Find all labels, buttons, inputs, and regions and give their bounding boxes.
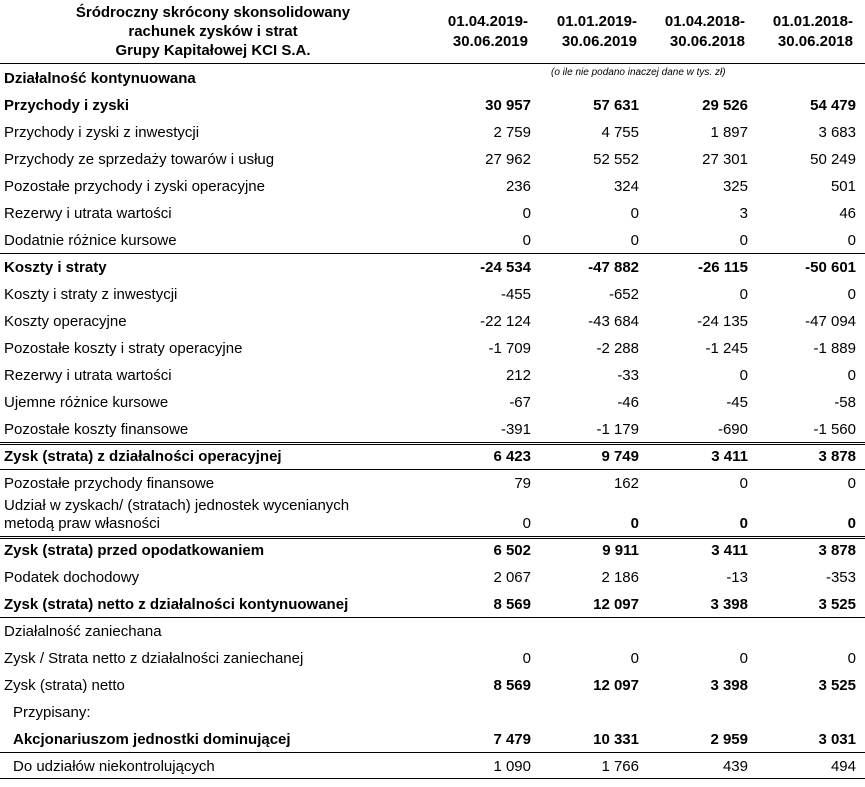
row-value-h1-2018: 0 [847,475,856,492]
double-divider [0,442,865,445]
row-value-q2-2018: 3 398 [710,677,748,694]
row-value-q2-2018: 0 [739,232,748,249]
row-label: Pozostałe przychody i zyski operacyjne [4,178,265,195]
row-label: Do udziałów niekontrolujących [13,758,215,775]
row-value-h1-2018: 0 [847,286,856,303]
row-costs-and-losses [0,253,865,280]
row-value-h1-2018: 494 [830,758,856,775]
title-line-1: Śródroczny skrócony skonsolidowany [75,4,351,21]
row-value-h1-2019: -47 882 [588,259,639,276]
row-value-h1-2018: -1 560 [813,421,856,438]
row-label: Zysk (strata) netto z działalności kontynuowanej [4,596,349,613]
row-investment-income [0,118,865,145]
row-value-q2-2019: 0 [522,205,531,222]
statement-header [0,0,865,64]
row-parent-shareholders [0,725,865,752]
row-value-q2-2019: -1 709 [488,340,531,357]
row-value-h1-2018: -47 094 [805,313,856,330]
row-income-tax [0,563,865,590]
row-label-line-2: metodą praw własności [4,515,160,532]
row-value-q2-2019: -67 [509,394,531,411]
row-non-controlling-interests [0,752,865,779]
row-label: Rezerwy i utrata wartości [4,205,172,222]
row-discontinued-operations [0,617,865,644]
row-value-q2-2019: 212 [505,367,531,384]
row-value-q2-2019: 1 090 [493,758,531,775]
row-value-h1-2018: 0 [847,515,856,532]
divider [0,469,865,470]
divider [0,617,865,618]
row-value-h1-2019: 52 552 [593,151,639,168]
row-value-h1-2018: 0 [847,232,856,249]
row-label: Działalność zaniechana [4,623,162,640]
row-provisions-costs [0,361,865,388]
row-value-h1-2018: 3 878 [818,542,856,559]
row-value-h1-2019: -46 [617,394,639,411]
row-value-q2-2018: 3 411 [711,448,748,465]
row-provisions-income [0,199,865,226]
row-other-financial-income [0,469,865,496]
column-header-q2-2019: 01.04.2019- 30.06.2019 [447,13,528,50]
row-value-h1-2018: 3 878 [818,448,856,465]
row-label: Rezerwy i utrata wartości [4,367,172,384]
title-line-2: rachunek zysków i strat [128,23,298,40]
row-value-h1-2018: 0 [847,367,856,384]
row-net-profit [0,671,865,698]
row-value-q2-2018: 2 959 [710,731,748,748]
row-value-q2-2018: 439 [722,758,748,775]
row-value-q2-2019: -22 124 [480,313,531,330]
row-value-q2-2019: 0 [522,650,531,667]
row-value-h1-2018: 54 479 [810,97,856,114]
row-equity-method-share [0,496,865,536]
column-header-h1-2019: 01.01.2019- 30.06.2019 [556,13,637,50]
row-investment-costs [0,280,865,307]
row-value-h1-2019: 12 097 [593,596,639,613]
row-value-q2-2018: 3 411 [711,542,748,559]
statement-title [0,3,426,60]
row-value-q2-2018: 3 [739,205,748,222]
row-value-q2-2018: -1 245 [705,340,748,357]
row-label: Akcjonariuszom jednostki dominującej [13,731,291,748]
row-value-q2-2019: 27 962 [485,151,531,168]
row-other-operating-costs [0,334,865,361]
row-value-q2-2019: 0 [522,515,531,532]
row-value-h1-2019: 0 [630,515,639,532]
row-value-q2-2018: 325 [722,178,748,195]
row-value-q2-2019: -24 534 [480,259,531,276]
row-value-q2-2019: 6 502 [493,542,531,559]
row-value-q2-2018: -24 135 [697,313,748,330]
row-value-q2-2019: 8 569 [493,677,531,694]
row-value-h1-2019: -2 288 [596,340,639,357]
row-value-q2-2019: 236 [505,178,531,195]
row-label: Ujemne różnice kursowe [4,394,169,411]
row-value-h1-2018: 3 031 [818,731,856,748]
row-value-h1-2019: 0 [630,232,639,249]
row-value-q2-2019: 7 479 [493,731,531,748]
row-value-h1-2019: 4 755 [601,124,639,141]
row-value-h1-2019: 324 [613,178,639,195]
row-revenue-and-gains [0,91,865,118]
row-label: Koszty i straty z inwestycji [4,286,178,303]
row-label: Działalność kontynuowana [4,70,196,87]
row-label: Koszty operacyjne [4,313,127,330]
row-value-q2-2019: 6 423 [493,448,531,465]
row-label: Przychody i zyski z inwestycji [4,124,200,141]
row-label: Zysk (strata) przed opodatkowaniem [4,542,265,559]
row-label: Zysk (strata) netto [4,677,125,694]
row-operating-costs [0,307,865,334]
row-value-q2-2018: 0 [739,650,748,667]
row-value-h1-2019: 0 [630,650,639,667]
row-label: Pozostałe przychody finansowe [4,475,215,492]
row-value-q2-2019: -391 [500,421,531,438]
row-value-q2-2019: 79 [514,475,531,492]
row-value-q2-2018: 3 398 [710,596,748,613]
row-value-q2-2018: 0 [739,475,748,492]
row-other-operating-income [0,172,865,199]
row-value-h1-2018: 0 [847,650,856,667]
row-value-q2-2018: -26 115 [697,259,748,276]
row-value-h1-2019: 0 [630,205,639,222]
row-value-q2-2018: 0 [739,515,748,532]
row-label: Przychody ze sprzedaży towarów i usług [4,151,275,168]
row-value-q2-2018: 27 301 [702,151,748,168]
row-value-h1-2018: -1 889 [813,340,856,357]
row-value-h1-2019: 1 766 [601,758,639,775]
row-label-line-1: Udział w zyskach/ (stratach) jednostek wycenianych [4,497,350,514]
row-value-h1-2019: 162 [613,475,639,492]
row-value-h1-2019: 9 749 [601,448,639,465]
row-value-q2-2019: 2 067 [493,569,531,586]
row-label: Zysk / Strata netto z działalności zaniechanej [4,650,304,667]
row-value-h1-2018: 46 [839,205,856,222]
row-value-h1-2019: 9 911 [602,542,639,559]
row-net-profit-discontinued [0,644,865,671]
row-value-h1-2019: 12 097 [593,677,639,694]
row-sales-revenue [0,145,865,172]
row-value-h1-2019: 57 631 [593,97,639,114]
row-attributable [0,698,865,725]
row-value-q2-2019: 0 [522,232,531,249]
row-value-h1-2018: 3 525 [818,596,856,613]
row-label: Przypisany: [13,704,91,721]
row-value-q2-2018: -13 [726,569,748,586]
row-label: Pozostałe koszty finansowe [4,421,189,438]
row-value-h1-2018: 3 525 [818,677,856,694]
row-value-q2-2018: 0 [739,367,748,384]
row-value-q2-2018: 0 [739,286,748,303]
row-value-h1-2018: 501 [830,178,856,195]
row-value-h1-2019: 10 331 [593,731,639,748]
row-value-h1-2019: -43 684 [588,313,639,330]
row-net-profit-continuing [0,590,865,617]
row-operating-profit [0,442,865,469]
row-value-h1-2018: 3 683 [818,124,856,141]
row-value-q2-2018: 29 526 [702,97,748,114]
row-label: Podatek dochodowy [4,569,140,586]
row-value-h1-2019: -33 [617,367,639,384]
row-value-h1-2019: -652 [608,286,639,303]
divider [0,253,865,254]
row-value-q2-2018: -690 [717,421,748,438]
row-label: Pozostałe koszty i straty operacyjne [4,340,243,357]
bottom-divider [0,778,865,779]
row-profit-before-tax [0,536,865,563]
row-value-q2-2018: 1 897 [710,124,748,141]
row-value-h1-2018: -50 601 [805,259,856,276]
row-label: Zysk (strata) z działalności operacyjnej [4,448,282,465]
row-continuing-operations [0,64,865,91]
row-value-q2-2018: -45 [726,394,748,411]
row-value-q2-2019: 30 957 [485,97,531,114]
double-divider [0,536,865,539]
row-value-q2-2019: -455 [500,286,531,303]
row-fx-gains [0,226,865,253]
row-value-h1-2019: -1 179 [596,421,639,438]
row-other-financial-costs [0,415,865,442]
row-value-h1-2018: 50 249 [810,151,856,168]
row-value-q2-2019: 2 759 [493,124,531,141]
column-header-q2-2018: 01.04.2018- 30.06.2018 [664,13,745,50]
row-label: Koszty i straty [4,259,107,276]
statement-rows [0,64,865,779]
row-value-q2-2019: 8 569 [493,596,531,613]
row-value-h1-2018: -353 [825,569,856,586]
units-note: (o ile nie podano inaczej dane w tys. zł) [551,67,726,78]
title-line-3: Grupy Kapitałowej KCI S.A. [115,42,311,59]
row-value-h1-2018: -58 [834,394,856,411]
column-header-h1-2018: 01.01.2018- 30.06.2018 [772,13,853,50]
divider [0,752,865,753]
row-label: Dodatnie różnice kursowe [4,232,177,249]
row-value-h1-2019: 2 186 [601,569,639,586]
row-label: Przychody i zyski [4,97,130,114]
row-fx-losses [0,388,865,415]
